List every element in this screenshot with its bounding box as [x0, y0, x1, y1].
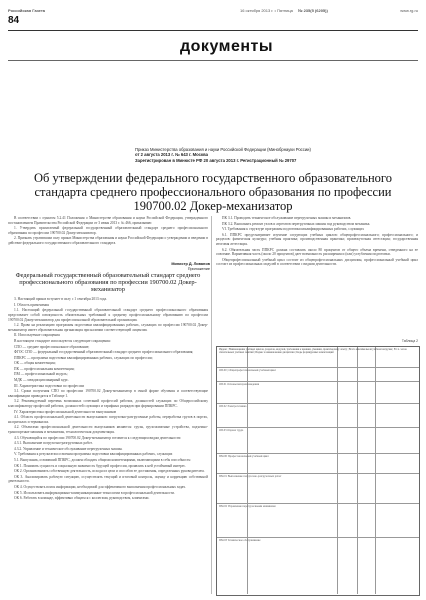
- paragraph: ОК 3. Анализировать рабочую ситуацию, осуществлять текущий и итоговый контроль, оценку и коррекцию собственной деятельности.: [8, 474, 208, 484]
- table-row: [217, 381, 419, 404]
- paragraph: V. Требования к результатам освоения программы подготовки квалифицированных рабочих, служащих: [14, 452, 173, 457]
- paragraph: 3. Настоящий приказ вступает в силу с 1 сентября 2013 года.: [14, 297, 108, 302]
- order-heading: [135, 147, 415, 163]
- paragraph: В настоящем стандарте используются следующие сокращения:: [14, 338, 111, 343]
- paragraph: ОК 4. Осуществлять поиск информации, необходимой для эффективного выполнения профессиональных задач.: [14, 484, 186, 489]
- table-row: [217, 453, 419, 474]
- section-title: документы: [180, 38, 274, 55]
- table-cell-text: ПМ.02 Управление перегрузочными машинами: [219, 505, 276, 508]
- body-column-left: [8, 216, 208, 592]
- paragraph: III. Характеристика подготовки по профессии: [14, 383, 85, 388]
- paragraph: ФГОС СПО — федеральный государственный образовательный стандарт среднего профессионального образования;: [14, 350, 194, 355]
- signature-name: Министр Д. Ливанов: [171, 262, 210, 266]
- table-cell-text: Индекс | Наименование учебных циклов, разделов, модулей, требования к знаниям, умениям, практическому опыту | Всего максимальной учебной нагрузки | В т.ч. часов обязательных учебных занятий | Индекс и наименование дисциплин | Коды формируемых компетенций: [219, 348, 407, 354]
- table-row: [217, 473, 419, 504]
- paragraph: ПК — профессиональная компетенция;: [14, 366, 75, 371]
- paragraph: 3.1. Сроки получения СПО по профессии 190700.02 Докер-механизатор в очной форме обучения и соответствующие квалификации приводятся в Таблице 1.: [8, 389, 208, 398]
- table-cell-text: ПМ.00 Профессиональный учебный цикл: [219, 455, 269, 458]
- paragraph: 5.1. Выпускник, освоивший ППКРС, должен обладать общими компетенциями, включающими в себя способность:: [14, 457, 192, 462]
- order-title: Приказ Министерства образования и науки Российской Федерации (Минобрнауки России): [135, 147, 311, 152]
- paragraph: В соответствии с пунктом 5.2.41 Положения о Министерстве образования и науки Российской Федерации, утвержденного постановлением Правительства Российской Федерации от 3 июня 2013 г. № 466, приказываю:: [8, 216, 208, 225]
- paragraph: МДК — междисциплинарный курс.: [14, 378, 69, 383]
- order-registration: Зарегистрирован в Минюсте РФ 20 августа 2013 г. Регистрационный № 29707: [135, 157, 297, 163]
- table-row: [217, 503, 419, 538]
- table-row: [217, 367, 419, 382]
- table-row: [217, 347, 419, 367]
- paragraph: ОК 2. Организовывать собственную деятельность, исходя из цели и способов ее достижения, определенных руководителем.: [14, 469, 205, 474]
- paragraph: 3.2. Рекомендуемый перечень возможных сочетаний профессий рабочих, должностей служащих по Общероссийскому классификатору профессий рабочих, должностей служащих и тарифных разрядов при формировании ППКРС.: [8, 399, 208, 409]
- table-cell-text: ОП.01 Основы материаловедения: [219, 383, 260, 386]
- section-divider: [8, 60, 418, 61]
- paragraph: ОК — общая компетенция;: [14, 361, 56, 366]
- paragraph: ОК 6. Работать в команде, эффективно общаться с коллегами, руководством, клиентами.: [14, 496, 150, 501]
- table-row: [217, 403, 419, 428]
- paragraph: 4.3.1. Выполнение погрузочно-разгрузочных работ.: [14, 441, 93, 446]
- site-url[interactable]: www.rg.ru: [400, 8, 418, 13]
- table-row: [217, 427, 419, 454]
- order-date: от 2 августа 2013 г. № 643 г. Москва: [135, 152, 208, 158]
- issue-date: 16 октября 2013 г. • Пятница: [240, 8, 293, 13]
- paragraph: II. Используемые сокращения: [14, 333, 60, 338]
- paragraph: ПК 3.1. Проводить техническое обслуживание перегрузочных машин и механизмов.: [222, 216, 352, 220]
- header-divider: [8, 30, 418, 31]
- table-row: [217, 537, 419, 594]
- table-cell-text: ОП.03 Охрана труда: [219, 429, 244, 432]
- table-cell-text: ПМ.01 Выполнение погрузочно-разгрузочных работ: [219, 475, 282, 478]
- paragraph: ППКРС — программа подготовки квалифицированных рабочих, служащих по профессии;: [14, 355, 153, 360]
- paragraph: 6.1. ППКРС предусматривает изучение следующих учебных циклов: общепрофессионального; профессионального; и разделов: физическая культура; учебная практика; производственная практика; промежуточная аттестация; государственная итоговая аттестация.: [216, 232, 418, 246]
- signature-block: [140, 262, 210, 271]
- paragraph: 1. Утвердить прилагаемый федеральный государственный образовательный стандарт среднего профессионального образования по профессии 190700.02 Докер-механизатор.: [8, 226, 208, 235]
- paragraph: ПК 3.2. Выполнять ремонт узлов и агрегатов перегрузочных машин под руководством механика.: [222, 221, 371, 226]
- body-column-right: [216, 216, 418, 346]
- paragraph: 4.2. Объектами профессиональной деятельности выпускников являются: грузы, грузозахватные устройства, подъемно-транспортные машины и механизмы, технологическая документация.: [8, 425, 208, 435]
- paragraph: 6.2. Обязательная часть ППКРС должна составлять около 80 процентов от общего объема времени, отведенного на ее освоение. Вариативная часть (около 20 процентов) дает возможность расширения и (или) углубления подготовки.: [216, 247, 418, 257]
- paragraph: IV. Характеристика профессиональной деятельности выпускников: [14, 409, 117, 414]
- paragraph: 4.3.2. Управление и техническое обслуживание перегрузочных машин.: [14, 446, 123, 451]
- paragraph: 1.2. Право на реализацию программы подготовки квалифицированных рабочих, служащих по профессии 190700.02 Докер-механизатор имеет образовательная организация при наличии соответствующей лицензии.: [8, 323, 208, 332]
- standard-title: Федеральный государственный образовательный стандарт среднего профессионального образования по профессии 190700.02 Докер-механизатор: [15, 271, 201, 293]
- paragraph: VI. Требования к структуре программы подготовки квалифицированных рабочих, служащих: [222, 227, 365, 232]
- paragraph: I. Область применения: [14, 302, 49, 307]
- column-divider: [211, 216, 212, 594]
- paragraph: СПО — среднее профессиональное образование;: [14, 344, 90, 349]
- table-label: Таблица 2: [401, 339, 418, 343]
- table-cell-text: ОП.00 | Общепрофессиональный учебный цикл: [219, 369, 276, 372]
- curriculum-table: [216, 346, 420, 596]
- top-bar: [8, 7, 418, 15]
- paragraph: 4.3. Обучающийся по профессии 190700.02 Докер-механизатор готовится к следующим видам деятельности:: [14, 435, 182, 440]
- paragraph: ОК 1. Понимать сущность и социальную значимость будущей профессии, проявлять к ней устойчивый интерес.: [14, 463, 187, 468]
- table-cell-text: ОП.02 Электротехника: [219, 405, 247, 408]
- paragraph: Общепрофессиональный учебный цикл состоит из общепрофессиональных дисциплин, профессиональный учебный цикл состоит из профессиональных модулей в соответствии с видами деятельности.: [216, 257, 418, 267]
- page-number: 84: [8, 15, 20, 26]
- paragraph: 2. Признать утратившим силу приказ Министерства образования и науки Российской Федерации о утверждении и введении в действие федерального государственного образовательного стандарта.: [8, 236, 208, 245]
- issue-number: № 235(5 (6205)): [298, 8, 328, 13]
- document-headline: Об утверждении федерального государственного образовательного стандарта среднего профессионального образования по профессии 190700.02 Докер-механизатор: [34, 171, 392, 213]
- paragraph: 4.1. Область профессиональной деятельности выпускников: погрузочно-разгрузочные работы, переработка грузов в портах, на причалах и терминалах.: [8, 415, 208, 424]
- paragraph: ОК 5. Использовать информационно-коммуникационные технологии в профессиональной деятельности.: [14, 490, 175, 495]
- table-cell-text: ПМ.03 Техническое обслуживание: [219, 539, 261, 542]
- newspaper-name: Российская Газета: [8, 8, 46, 13]
- appendix-label: Приложение: [187, 266, 210, 271]
- paragraph: 1.1. Настоящий федеральный государственный образовательный стандарт среднего профессионального образования представляет собой совокупность обязательных требований к среднему профессиональному образованию по профессии 190700.02 Докер-механизатор для профессиональной образовательной организации.: [8, 308, 208, 322]
- paragraph: ПМ — профессиональный модуль;: [14, 372, 68, 377]
